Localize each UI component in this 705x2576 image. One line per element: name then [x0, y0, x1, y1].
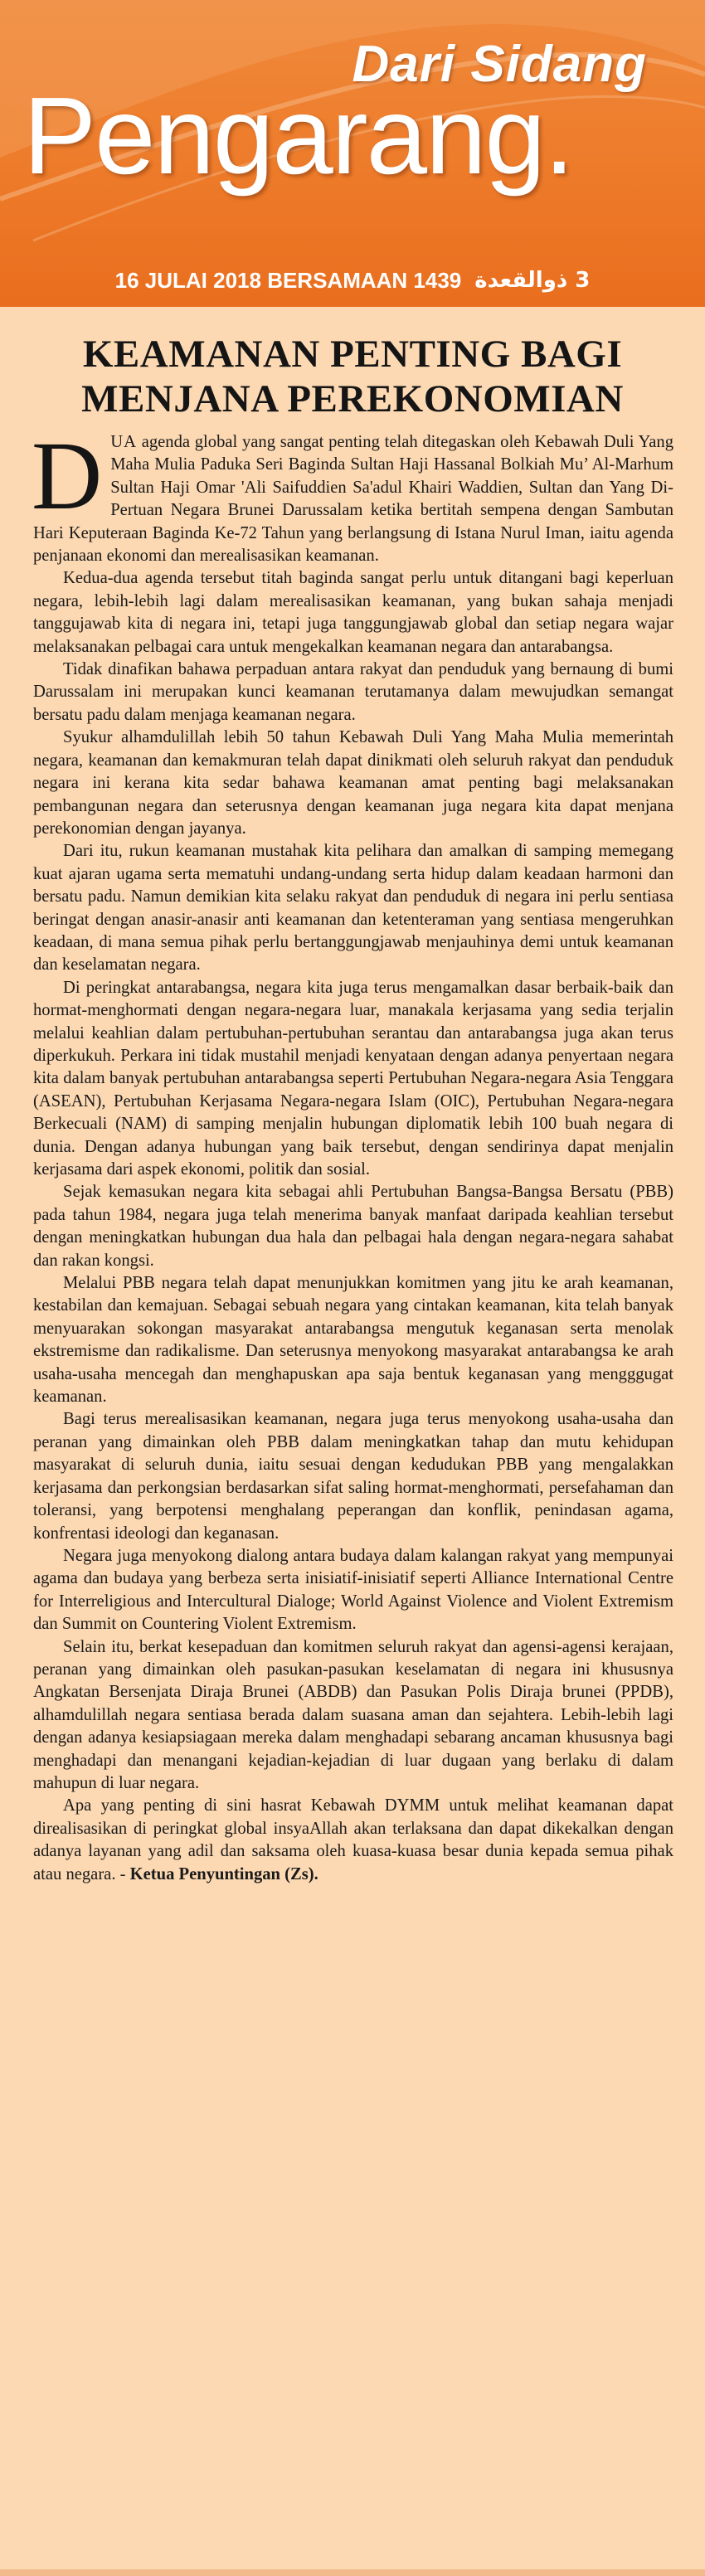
- article-paragraph: Di peringkat antarabangsa, negara kita juga terus mengamalkan dasar berbaik-baik dan hormat-menghormati dengan negara-negara luar, manakala kerjasama yang sedia terjalin melalui keahlian dalam pertubuhan-pertubuhan serantau dan antarabangsa juga akan terus diperkukuh. Perkara ini tidak mustahil menjadi kenyataan dengan adanya penyertaan negara kita dalam banyak pertubuhan antarabangsa seperti Pertubuhan Negara-negara Asia Tenggara (ASEAN), Pertubuhan Kerjasama Negara-negara Islam (OIC), Pertubuhan Negara-negara Berkecuali (NAM) di samping menjalin hubungan diplomatik lebih 100 buah negara di dunia. Dengan adanya hubungan yang baik tersebut, dengan sendirinya dapat menjalin kerjasama dari aspek ekonomi, politik dan sosial.: [33, 978, 673, 1179]
- article-paragraph: Tidak dinafikan bahawa perpaduan antara rakyat dan penduduk yang bernaung di bumi Darussalam ini merupakan kunci keamanan terutamanya dalam mewujudkan semangat bersatu padu dalam menjaga keamanan negara.: [33, 660, 673, 724]
- article-paragraph: Kedua-dua agenda tersebut titah baginda sangat perlu untuk ditangani bagi keperluan negara, lebih-lebih lagi dalam merealisasikan keamanan, yang bukan sahaja menjadi tanggujawab kita di negara ini, tetapi juga tanggungjawab global dan setiap negara wajar melaksanakan pelbagai cara untuk mengekalkan keamanan negara dan antarabangsa.: [33, 569, 673, 656]
- lead-caps: UA: [110, 433, 137, 451]
- masthead-kicker: Dari Sidang: [352, 36, 647, 93]
- article-headline: KEAMANAN PENTING BAGI MENJANA PEREKONOMIAN: [81, 333, 624, 420]
- dateline: [0, 264, 705, 297]
- article-paragraph: Bagi terus merealisasikan keamanan, negara juga terus menyokong usaha-usaha dan peranan yang dimainkan oleh PBB dalam meningkatkan tahap dan mutu kehidupan masyarakat di seluruh dunia, iaitu sesuai dengan kedudukan PBB yang mengalakkan kerjasama dan perkongsian berdasarkan sifat saling hormat-menghormati, persefahaman dan toleransi, yang berpotensi menghalang peperangan dan konflik, penindasan agama, konfrentasi ideologi dan keganasan.: [33, 1410, 673, 1543]
- masthead-title: Pengarang.: [23, 75, 573, 197]
- article-paragraph: Dari itu, rukun keamanan mustahak kita pelihara dan amalkan di samping memegang kuat ajaran ugama serta mematuhi undang-undang serta hidup dalam keadaan harmoni dan bersatu padu. Namun demikian kita selaku rakyat dan penduduk di negara ini perlu sentiasa beringat dengan anasir-anasir anti keamanan dan ketenteraman yang sentiasa mengeruhkan keadaan, di mana semua pihak perlu bertanggungjawab menjauhinya demi untuk keamanan dan keselamatan negara.: [33, 842, 673, 975]
- drop-cap: D: [32, 421, 103, 530]
- article-paragraph: Sejak kemasukan negara kita sebagai ahli Pertubuhan Bangsa-Bangsa Bersatu (PBB) pada tahun 1984, negara juga telah menerima banyak manfaat daripada keahlian tersebut dengan meningkatkan hubungan dua hala dan pelbagai hala dengan negara-negara sahabat dan rakan kongsi.: [33, 1183, 673, 1270]
- author-signature: Ketua Penyuntingan (Zs).: [129, 1864, 318, 1883]
- date-roman: 16 JULAI 2018 BERSAMAAN 1439: [114, 267, 462, 293]
- bottom-border: [0, 2569, 705, 2576]
- article-body: [32, 421, 673, 1886]
- date-jawi-month: ذوالقعدة: [474, 268, 568, 293]
- masthead: [0, 0, 705, 307]
- article-paragraph: Melalui PBB negara telah dapat menunjukkan komitmen yang jitu ke arah keamanan, kestabilan dan kemajuan. Sebagai sebuah negara yang cintakan keamanan, kita telah banyak menyuarakan sokongan masyarakat antarabangsa mengutuk keganasan serta menolak ekstremisme dan radikalisme. Dan seterusnya menyokong masyarakat antarabangsa ke arah usaha-usaha mencegah dan menghapuskan apa saja bentuk keganasan yang mengggugat keamanan.: [33, 1274, 673, 1407]
- article-paragraph-last: [33, 1795, 673, 1886]
- article-paragraph: Negara juga menyokong dialong antara budaya dalam kalangan rakyat yang mempunyai agama dan budaya yang berbeza serta inisiatif-inisiatif seperti Alliance International Centre for Interreligious and Intercultural Dialoge; World Against Violence and Violent Extremism dan Summit on Countering Violent Extremism.: [33, 1546, 673, 1634]
- article-paragraph: Syukur alhamdulillah lebih 50 tahun Kebawah Duli Yang Maha Mulia memerintah negara, keamanan dan kemakmuran telah dapat dinikmati oleh seluruh rakyat dan penduduk negara ini kerana kita sedar bahawa keamanan amat penting bagi melaksanakan pembangunan negara dan seterusnya dengan keamanan juga negara kita dapat menjana perekonomian dengan jayanya.: [33, 728, 673, 838]
- closing-text: Apa yang penting di sini hasrat Kebawah DYMM untuk melihat keamanan dapat direalisasikan di peringkat global insyaAllah akan terlaksana dan dapat dikekalkan dengan adanya layanan yang adil dan saksama oleh kuasa-kuasa besar dunia kepada semua pihak atau negara. -: [33, 1796, 673, 1883]
- date-jawi-day: 3: [575, 268, 591, 293]
- date-jawi: [474, 268, 590, 293]
- article-paragraph-1: [32, 421, 673, 567]
- lead-text: agenda global yang sangat penting telah ditegaskan oleh Kebawah Duli Yang Maha Mulia Paduka Seri Baginda Sultan Haji Hassanal Bolkiah Mu’ Al-Marhum Sultan Haji Omar 'Ali Saifuddien Sa'adul Khairi Waddien, Sultan dan Yang Di-Pertuan Negara Brunei Darussalam ketika bertitah sempena dengan Sambutan Hari Keputeraan Baginda Ke-72 Tahun yang berlangsung di Istana Nurul Iman, iaitu agenda penjanaan ekonomi dan merealisasikan keamanan.: [33, 433, 673, 566]
- article-paragraph: Selain itu, berkat kesepaduan dan komitmen seluruh rakyat dan agensi-agensi kerajaan, peranan yang dimainkan oleh pasukan-pasukan keselamatan di negara ini khususnya Angkatan Bersenjata Diraja Brunei (ABDB) dan Pasukan Polis Diraja brunei (PPDB), alhamdulillah negara sentiasa berada dalam suasana aman dan sejahtera. Lebih-lebih lagi dengan adanya kesiapsiagaan mereka dalam menghadapi sebarang ancaman khususnya bagi menghadapi dan menangani kejadian-kejadian di luar dugaan yang berlaku di dalam mahupun di luar negara.: [33, 1637, 673, 1792]
